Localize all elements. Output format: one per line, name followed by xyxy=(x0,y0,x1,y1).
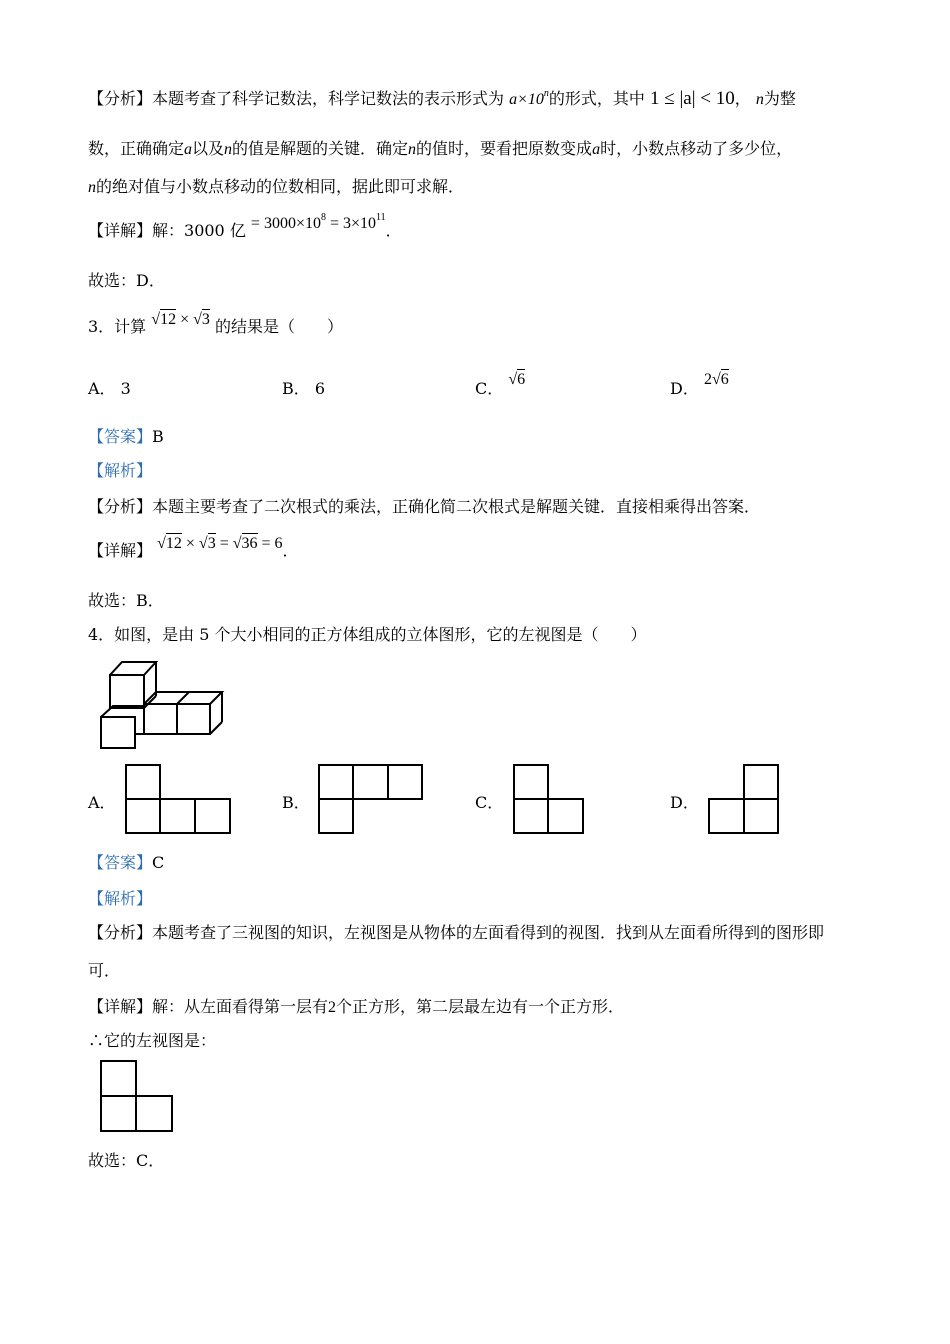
q4-option-d-label: D． xyxy=(670,793,699,812)
q4-jiexi-tag: 【解析】 xyxy=(88,889,153,908)
q2-analysis-line3: n的绝对值与小数点移动的位数相同，据此即可求解． xyxy=(88,177,465,196)
q4-option-b-figure xyxy=(319,765,423,833)
q3-jiexi-tag: 【解析】 xyxy=(88,461,153,480)
q4-option-b-label: B． xyxy=(282,793,310,812)
q2-range: 1 ≤ |a| < 10 xyxy=(650,88,735,109)
q3-analysis: 【分析】本题主要考查了二次根式的乘法，正确化简二次根式是解题关键．直接相乘得出答案． xyxy=(88,497,761,516)
q3-option-d: D． 2√6 xyxy=(670,371,729,398)
q4-left-view-figure xyxy=(101,1061,173,1133)
q4-option-c-label: C． xyxy=(475,793,504,812)
q4-cube-figure xyxy=(100,660,220,750)
q3-answer: 【答案】B xyxy=(88,427,164,446)
q4-detail: 【详解】解：从左面看得第一层有2个正方形，第二层最左边有一个正方形． xyxy=(88,997,625,1016)
q4-analysis-line2: 可． xyxy=(88,961,121,980)
q2-analysis-line1: 【分析】本题考查了科学记数法，科学记数法的表示形式为 $a\times 10^n$的形式，其中 1 ≤ |a| < 10， n为整 xyxy=(88,88,796,109)
q3-detail: 【详解】 √12 × √3 = √36 = 6． xyxy=(88,535,299,560)
q2-analysis-tag: 【分析】 xyxy=(88,89,153,108)
q4-stem: 4．如图，是由 5 个大小相同的正方体组成的立体图形，它的左视图是（ ） xyxy=(88,625,647,644)
q2-detail: 【详解】解：3000 亿 = $3000\times 10^8 = 3\times 10^{11}$． xyxy=(88,212,402,240)
q4-option-c-figure xyxy=(514,765,584,833)
q4-option-d-figure xyxy=(709,765,779,833)
q4-option-a-figure xyxy=(126,765,231,833)
q2-sci-form: $a\times 10^n$ xyxy=(509,88,549,108)
q3-option-c: C． √6 xyxy=(475,371,526,398)
q3-stem: 3．计算 √12 × √3 的结果是（ ） xyxy=(88,311,343,336)
q4-option-a-label: A． xyxy=(88,793,116,812)
q4-answer: 【答案】C xyxy=(88,853,165,872)
q3-option-a: A． 3 xyxy=(88,379,131,398)
q3-choose: 故选：B． xyxy=(88,591,164,610)
q3-option-b: B． 6 xyxy=(282,379,326,398)
q2-choose: 故选：D． xyxy=(88,271,165,290)
q2-analysis-line2: 数，正确确定a以及n的值是解题的关键．确定n的值时，要看把原数变成a时，小数点移动了多少位， xyxy=(88,139,793,158)
q4-analysis-line1: 【分析】本题考查了三视图的知识，左视图是从物体的左面看得到的视图．找到从左面看所得到的图形即 xyxy=(88,923,825,942)
q4-choose: 故选：C． xyxy=(88,1151,165,1170)
q4-therefore: ∴它的左视图是： xyxy=(88,1031,217,1050)
